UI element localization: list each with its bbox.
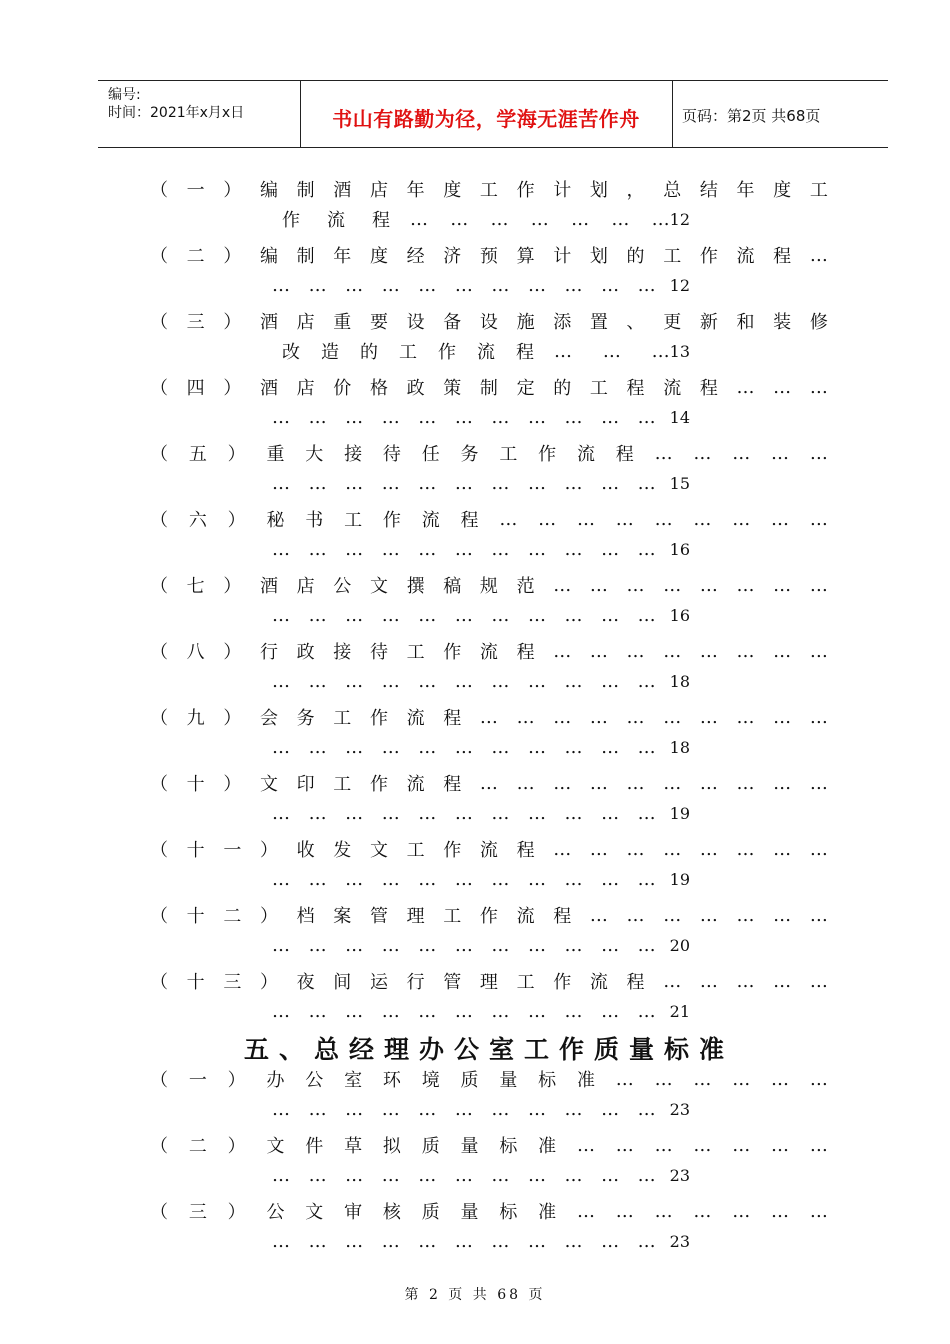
toc-page-number: 19 xyxy=(669,803,690,823)
toc-page-number: 15 xyxy=(669,473,690,493)
toc-entry-line: （ 一 ） 编 制 酒 店 年 度 工 作 计 划 ， 总 结 年 度 工 xyxy=(150,180,828,201)
toc-entry-continuation: … … … … … … … … … … … 16 xyxy=(272,538,690,560)
toc-entry-continuation: 改 造 的 工 作 流 程 … … … 13 xyxy=(282,340,690,363)
toc-entry-line: （ 十 二 ） 档 案 管 理 工 作 流 程 … … … … … … … xyxy=(150,904,828,927)
page-footer: 第 2 页 共 68 页 xyxy=(404,1287,546,1303)
section-title: 五、总经理办公室工作质量标准 xyxy=(243,1035,734,1064)
toc-page-number: 23 xyxy=(669,1165,690,1185)
header-page-info: 页码：第2页 共68页 xyxy=(682,107,821,125)
toc-entry-continuation: … … … … … … … … … … … 19 xyxy=(272,802,690,824)
toc-page-number: 12 xyxy=(669,209,690,229)
toc-page-number: 23 xyxy=(669,1231,690,1251)
toc-entry-line: （ 三 ） 公 文 审 核 质 量 标 准 … … … … … … … xyxy=(150,1200,828,1223)
toc-page-number: 18 xyxy=(669,737,690,757)
toc-entry-continuation: … … … … … … … … … … … 21 xyxy=(272,1000,690,1022)
toc-entry-line: （ 十 三 ） 夜 间 运 行 管 理 工 作 流 程 … … … … … xyxy=(150,970,828,993)
document-number-label: 编号: xyxy=(108,87,141,103)
toc-entry-continuation: … … … … … … … … … … … 23 xyxy=(272,1164,690,1186)
toc-page-number: 18 xyxy=(669,671,690,691)
toc-entry-continuation: 作 流 程 … … … … … … … 12 xyxy=(282,208,690,231)
toc-page-number: 20 xyxy=(669,935,690,955)
toc-entry-line: （ 十 ） 文 印 工 作 流 程 … … … … … … … … … … xyxy=(150,772,828,795)
toc-entry-line: （ 四 ） 酒 店 价 格 政 策 制 定 的 工 程 流 程 … … … xyxy=(150,376,828,399)
toc-entry-line: （ 二 ） 编 制 年 度 经 济 预 算 计 划 的 工 作 流 程 … xyxy=(150,244,828,267)
header-page-cell xyxy=(672,81,888,147)
toc-page-number: 16 xyxy=(669,539,690,559)
toc-entry-continuation: … … … … … … … … … … … 15 xyxy=(272,472,690,494)
toc-entry-line: （ 五 ） 重 大 接 待 任 务 工 作 流 程 … … … … … xyxy=(150,442,828,465)
toc-entry-line: （ 二 ） 文 件 草 拟 质 量 标 准 … … … … … … … xyxy=(150,1134,828,1157)
toc-entry-line: （ 九 ） 会 务 工 作 流 程 … … … … … … … … … … xyxy=(150,706,828,729)
header-meta xyxy=(98,81,301,147)
toc-entry-continuation: … … … … … … … … … … … 12 xyxy=(272,274,690,296)
toc-page-number: 19 xyxy=(669,869,690,889)
header-motto: 书山有路勤为径，学海无涯苦作舟 xyxy=(332,107,640,131)
toc-entry-continuation: … … … … … … … … … … … 16 xyxy=(272,604,690,626)
toc-entry-line: （ 三 ） 酒 店 重 要 设 备 设 施 添 置 、 更 新 和 装 修 xyxy=(150,312,828,333)
toc-page-number: 14 xyxy=(669,407,690,427)
toc-page-number: 13 xyxy=(669,341,690,361)
header-motto-cell xyxy=(300,81,673,147)
page-header xyxy=(98,80,888,148)
toc-entry-continuation: … … … … … … … … … … … 23 xyxy=(272,1230,690,1252)
toc-entry-continuation: … … … … … … … … … … … 18 xyxy=(272,670,690,692)
toc-entry-continuation: … … … … … … … … … … … 20 xyxy=(272,934,690,956)
toc-page-number: 16 xyxy=(669,605,690,625)
toc-page-number: 21 xyxy=(669,1001,690,1021)
toc-entry-line: （ 十 一 ） 收 发 文 工 作 流 程 … … … … … … … … xyxy=(150,838,828,861)
toc-page-number: 23 xyxy=(669,1099,690,1119)
toc-entry-line: （ 七 ） 酒 店 公 文 撰 稿 规 范 … … … … … … … … xyxy=(150,574,828,597)
toc-entry-continuation: … … … … … … … … … … … 23 xyxy=(272,1098,690,1120)
toc-entry-continuation: … … … … … … … … … … … 14 xyxy=(272,406,690,428)
toc-entry-line: （ 六 ） 秘 书 工 作 流 程 … … … … … … … … … xyxy=(150,508,828,531)
toc-entry-line: （ 一 ） 办 公 室 环 境 质 量 标 准 … … … … … … xyxy=(150,1068,828,1091)
toc-entry-continuation: … … … … … … … … … … … 19 xyxy=(272,868,690,890)
document-time-label: 时间：2021年x月x日 xyxy=(108,105,245,121)
toc-entry-continuation: … … … … … … … … … … … 18 xyxy=(272,736,690,758)
toc-entry-line: （ 八 ） 行 政 接 待 工 作 流 程 … … … … … … … … xyxy=(150,640,828,663)
toc-page-number: 12 xyxy=(669,275,690,295)
